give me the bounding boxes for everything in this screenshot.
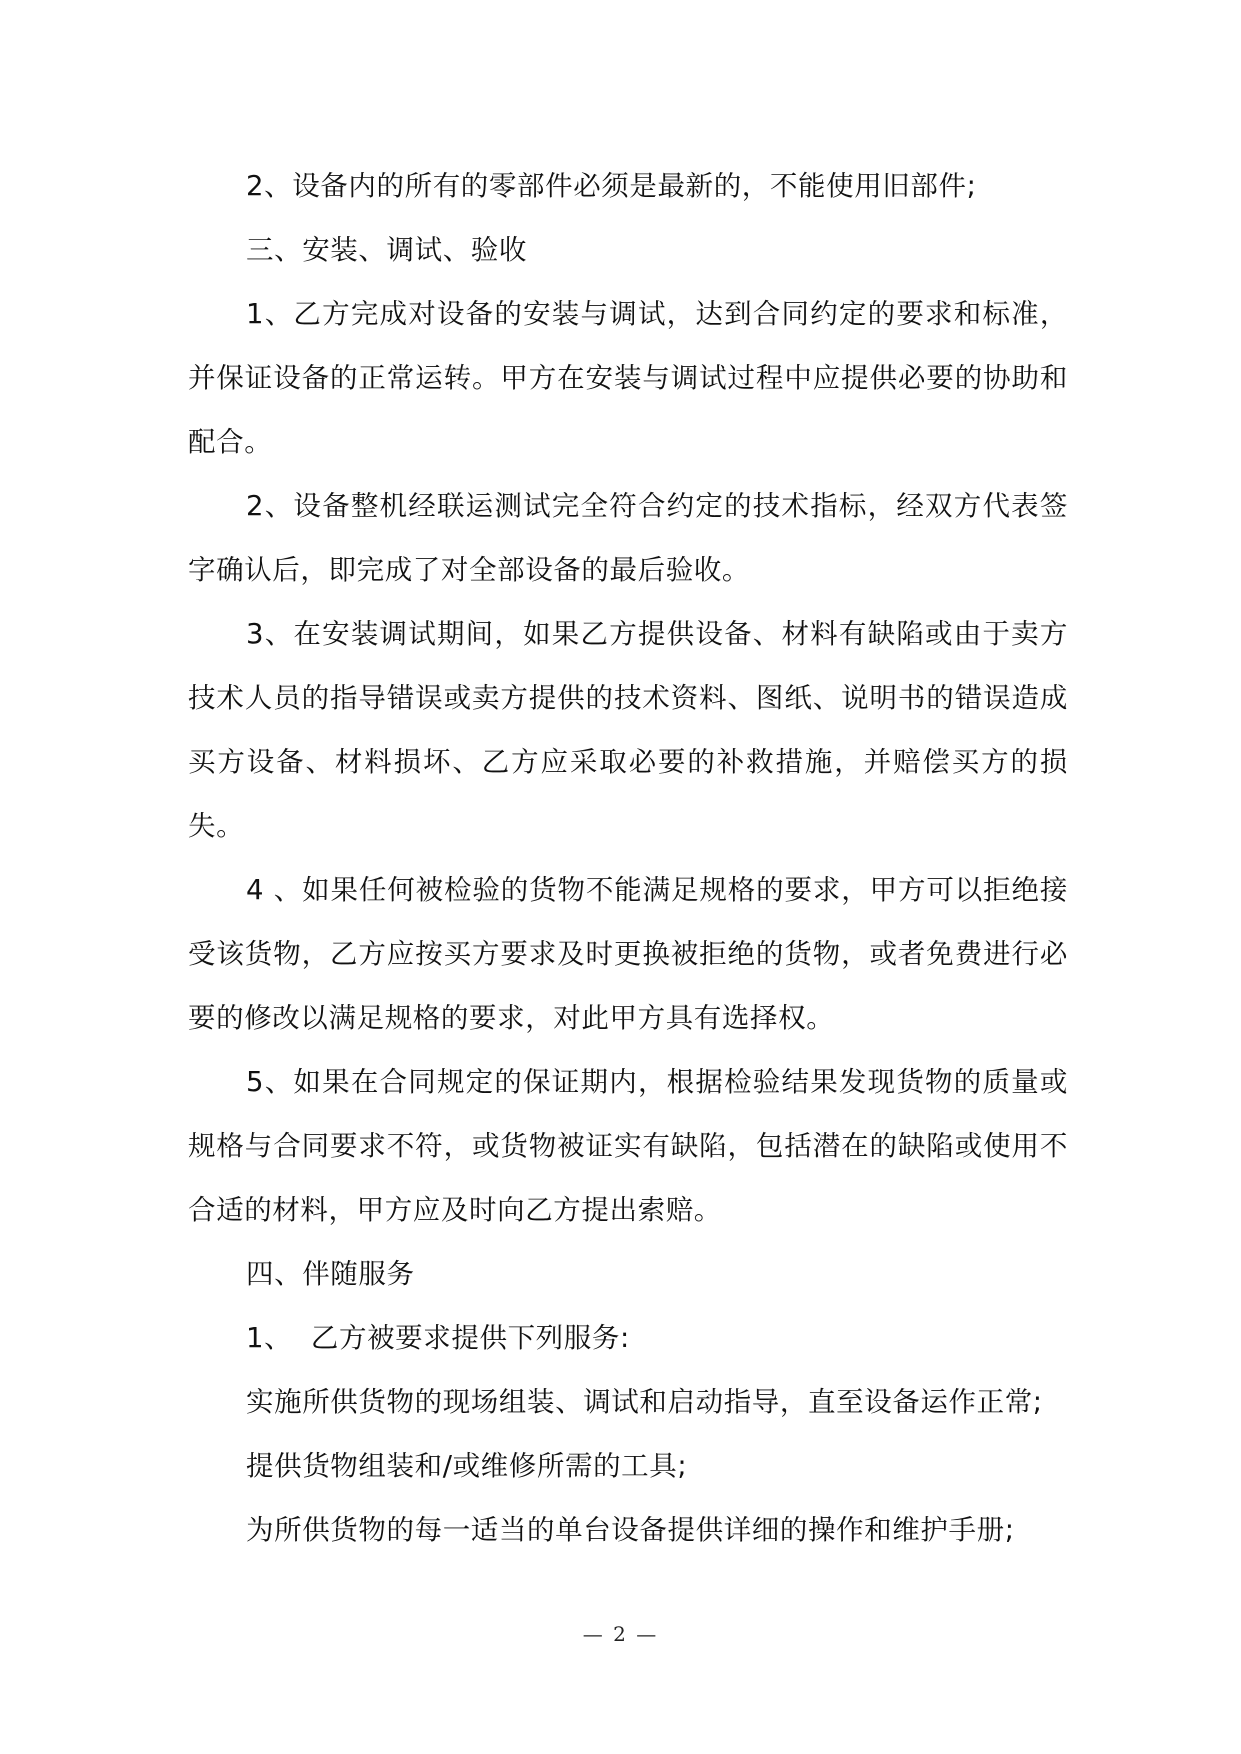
paragraph-parts-new: 2、设备内的所有的零部件必须是最新的，不能使用旧部件;	[246, 170, 977, 202]
document-body	[188, 154, 1068, 1562]
section-heading-services: 四、伴随服务	[246, 1258, 415, 1290]
page-number: — 2 —	[582, 1622, 659, 1646]
paragraph-warranty-claim: 5、如果在合同规定的保证期内，根据检验结果发现货物的质量或规格与合同要求不符，或货物被证实有缺陷，包括潜在的缺陷或使用不合适的材料，甲方应及时向乙方提出索赔。	[188, 1066, 1068, 1226]
paragraph-service-manuals: 为所供货物的每一适当的单台设备提供详细的操作和维护手册;	[246, 1514, 1015, 1546]
paragraph-services-intro: 1、 乙方被要求提供下列服务:	[246, 1322, 630, 1354]
paragraph-service-assembly: 实施所供货物的现场组装、调试和启动指导，直至设备运作正常;	[246, 1386, 1043, 1418]
paragraph-service-tools: 提供货物组装和/或维修所需的工具;	[246, 1450, 688, 1482]
paragraph-defect-remedy: 3、在安装调试期间，如果乙方提供设备、材料有缺陷或由于卖方技术人员的指导错误或卖方提供的技术资料、图纸、说明书的错误造成买方设备、材料损坏、乙方应采取必要的补救措施，并赔偿买方的损失。	[188, 618, 1068, 842]
section-heading-installation: 三、安装、调试、验收	[246, 234, 527, 266]
paragraph-installation-debugging: 1、乙方完成对设备的安装与调试，达到合同约定的要求和标准，并保证设备的正常运转。甲方在安装与调试过程中应提供必要的协助和配合。	[188, 298, 1068, 458]
paragraph-final-acceptance: 2、设备整机经联运测试完全符合约定的技术指标，经双方代表签字确认后，即完成了对全部设备的最后验收。	[188, 490, 1068, 586]
paragraph-rejection-right: 4 、如果任何被检验的货物不能满足规格的要求，甲方可以拒绝接受该货物，乙方应按买方要求及时更换被拒绝的货物，或者免费进行必要的修改以满足规格的要求，对此甲方具有选择权。	[188, 874, 1068, 1034]
